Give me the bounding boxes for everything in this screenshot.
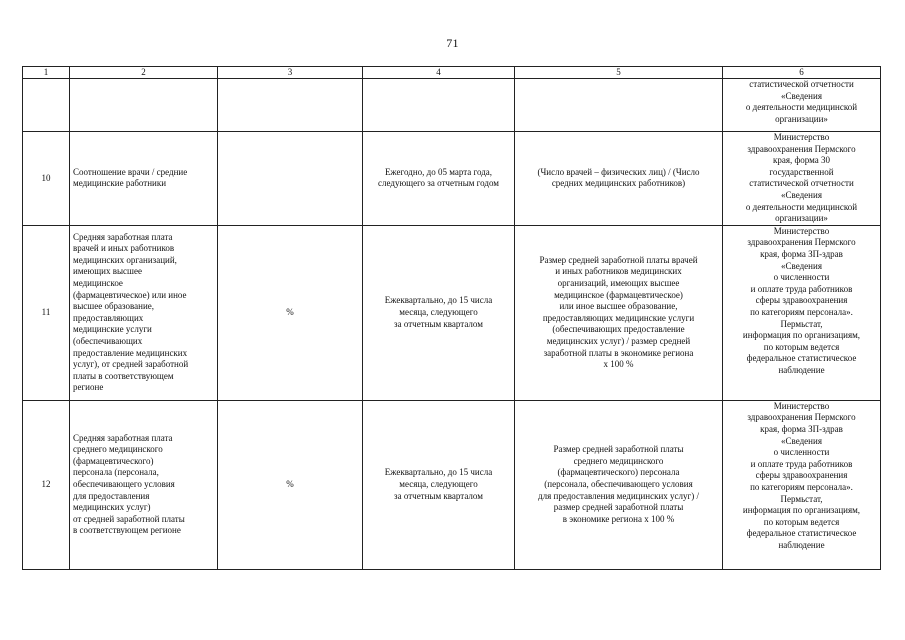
periodicity-line: Ежеквартально, до 15 числа [384,295,493,306]
periodicity-line: Ежеквартально, до 15 числа [384,467,493,478]
data-source-cell [723,132,881,226]
table-row [23,225,881,400]
calculation-formula-line: предоставляющих медицинские услуги [542,312,695,323]
calculation-formula-line: (обеспечивающих предоставление [552,324,685,335]
periodicity-line: месяца, следующего [399,306,478,317]
calculation-formula-cell [515,225,723,400]
indicator-name-line: медицинское [73,277,123,288]
periodicity-line: Ежегодно, до 05 марта года, [384,166,493,177]
row-number-cell: 12 [23,400,70,569]
indicator-name-cell [70,132,218,226]
data-source-line: края, форма ЗП-здрав [760,248,843,259]
calculation-formula-line: (фармацевтического) персонала [557,467,680,478]
calculation-formula-cell [515,400,723,569]
data-source-line: статистической отчетности [749,79,854,89]
data-source-line: здравоохранения Пермского [747,237,856,248]
calculation-formula-line: х 100 % [603,359,634,370]
calculation-formula-line: Размер средней заработной платы врачей [539,254,698,265]
periodicity-cell [363,132,515,226]
data-source-line: и оплате труда работников [750,458,853,469]
data-source-line: информация по организациям, [742,505,861,516]
periodicity-line: следующего за отчетным годом [378,178,499,189]
unit-of-measure-cell: % [218,225,363,400]
data-source-line: о численности [773,272,830,283]
data-source-line: по которым ведется [763,516,840,527]
data-source-line: организации» [775,213,828,224]
calculation-formula-line: среднего медицинского [573,455,664,466]
data-source-line: наблюдение [778,364,825,375]
indicator-name-line: медицинских услуг) [73,502,151,513]
data-source-line: здравоохранения Пермского [747,412,856,423]
indicator-name-line: (фармацевтического) [73,455,154,466]
data-source-line: сферы здравоохранения [755,470,848,481]
data-source-line: организации» [775,113,828,124]
periodicity-cell [363,79,515,132]
calculation-formula-line: размер средней заработной платы [553,502,684,513]
data-source-line: наблюдение [778,539,825,550]
calculation-formula-line: медицинское (фармацевтическое) [554,289,683,300]
calculation-formula-line: в экономике региона х 100 % [562,513,675,524]
data-source-line: и оплате труда работников [750,283,853,294]
indicator-name-line: платы в соответствующем [73,370,174,381]
table-header-row [23,67,881,79]
indicator-name-line: медицинские работники [73,178,167,189]
indicator-name-line: врачей и иных работников [73,243,175,254]
indicator-name-line: в соответствующем регионе [73,525,181,536]
data-source-line: сферы здравоохранения [755,295,848,306]
unit-of-measure-cell [218,132,363,226]
calculation-formula-cell [515,79,723,132]
data-source-line: федеральное статистическое [746,528,857,539]
indicator-name-line: предоставление медицинских [73,347,188,358]
indicator-name-line: услуг), от средней заработной [73,359,189,370]
indicator-name-line: Средняя заработная плата [73,432,173,443]
unit-of-measure-cell: % [218,400,363,569]
calculation-formula-line: (Число врачей – физических лиц) / (Число [537,166,700,177]
indicator-name-line: имеющих высшее [73,266,142,277]
row-number-cell [23,79,70,132]
data-source-line: края, форма ЗП-здрав [760,423,843,434]
data-source-line: «Сведения [781,189,822,200]
data-source-line: Пермьстат, [780,493,823,504]
calculation-formula-line: средних медицинских работников) [551,178,686,189]
data-source-line: о деятельности медицинской [745,201,858,212]
data-source-line: федеральное статистическое [746,353,857,364]
data-source-line: информация по организациям, [742,330,861,341]
calculation-formula-cell [515,132,723,226]
indicator-name-cell [70,79,218,132]
data-source-line: государственной [769,166,834,177]
data-source-cell [723,225,881,400]
data-source-line: по категориям персонала». [750,306,853,317]
data-source-line: здравоохранения Пермского [747,143,856,154]
data-source-line: Министерство [773,225,830,236]
data-source-line: по категориям персонала». [750,481,853,492]
calculation-formula-line: и иных работников медицинских [555,266,682,277]
calculation-formula-line: организаций, имеющих высшее [557,277,680,288]
indicator-name-line: медицинских организаций, [73,254,177,265]
indicator-name-line: Средняя заработная плата [73,231,173,242]
indicator-name-line: обеспечивающего условия [73,478,175,489]
data-source-line: Пермьстат, [780,318,823,329]
periodicity-line: месяца, следующего [399,478,478,489]
indicators-table [22,66,881,570]
table-row [23,132,881,226]
indicator-name-line: персонала (персонала, [73,467,159,478]
calculation-formula-line: (персонала, обеспечивающего условия [544,478,693,489]
indicator-name-line: предоставляющих [73,312,144,323]
indicator-name-line: Соотношение врачи / средние [73,166,188,177]
indicator-name-line: регионе [73,382,104,393]
indicator-name-line: (фармацевтическое) или иное [73,289,187,300]
indicator-name-line: медицинские услуги [73,324,152,335]
table-row [23,79,881,132]
data-source-line: о деятельности медицинской [745,102,858,113]
column-header: 4 [363,67,515,79]
indicator-name-line: для предоставления [73,490,150,501]
column-header: 5 [515,67,723,79]
data-source-line: статистической отчетности [749,178,854,189]
indicator-name-line: высшее образование, [73,301,155,312]
indicator-name-cell [70,225,218,400]
data-source-line: «Сведения [781,435,822,446]
table-row [23,400,881,569]
page-number: 71 [446,36,459,50]
calculation-formula-line: или иное высшее образование, [559,301,678,312]
periodicity-line: за отчетным кварталом [394,490,483,501]
calculation-formula-line: Размер средней заработной платы [553,444,684,455]
row-number-cell: 11 [23,225,70,400]
data-source-cell [723,400,881,569]
column-header: 2 [70,67,218,79]
row-number-cell: 10 [23,132,70,226]
periodicity-line: за отчетным кварталом [394,318,483,329]
column-header: 6 [723,67,881,79]
indicator-name-line: (обеспечивающих [73,335,143,346]
indicator-name-line: от средней заработной платы [73,513,185,524]
table-body [23,79,881,570]
data-source-line: «Сведения [781,260,822,271]
calculation-formula-line: для предоставления медицинских услуг) / [538,490,699,501]
data-source-line: Министерство [773,132,830,142]
data-source-line: Министерство [773,400,830,411]
data-source-line: о численности [773,447,830,458]
calculation-formula-line: медицинских услуг) / размер средней [546,335,691,346]
data-source-line: «Сведения [781,90,822,101]
periodicity-cell [363,225,515,400]
column-header: 1 [23,67,70,79]
calculation-formula-line: заработной платы в экономике региона [543,347,694,358]
indicator-name-line: среднего медицинского [73,444,163,455]
indicator-name-cell [70,400,218,569]
column-header: 3 [218,67,363,79]
data-source-line: по которым ведется [763,341,840,352]
periodicity-cell [363,400,515,569]
data-source-line: края, форма 30 [772,155,831,166]
data-source-cell [723,79,881,132]
unit-of-measure-cell [218,79,363,132]
